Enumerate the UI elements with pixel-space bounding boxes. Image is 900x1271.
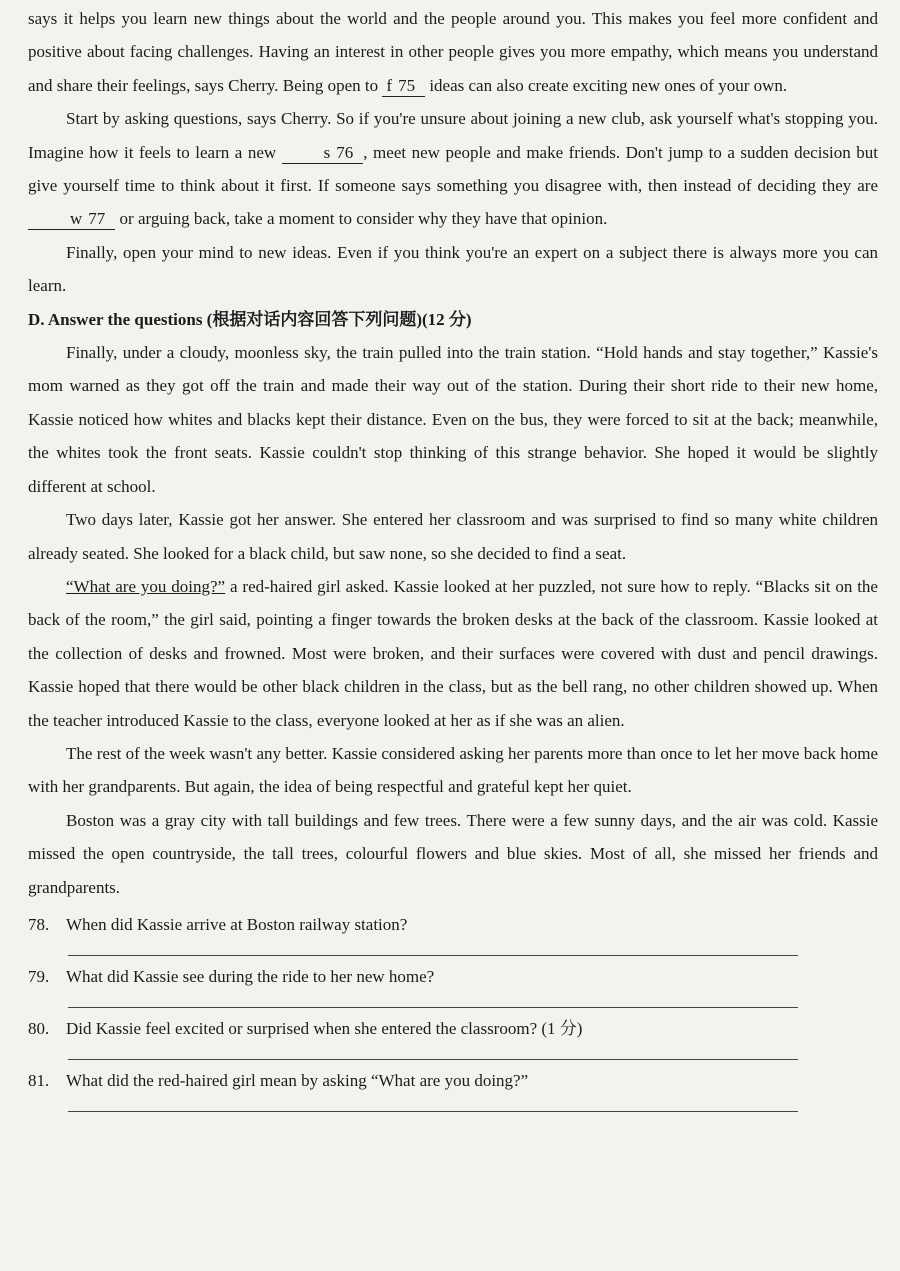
answer-line-81[interactable] bbox=[68, 1110, 798, 1112]
question-80 bbox=[28, 1018, 878, 1060]
question-79 bbox=[28, 966, 878, 1008]
question-text: Did Kassie feel excited or surprised when she entered the classroom? (1 分) bbox=[66, 1018, 583, 1038]
answer-line-78[interactable] bbox=[68, 954, 798, 956]
question-list bbox=[28, 914, 878, 1112]
blank-77[interactable]: w 77 bbox=[28, 209, 115, 230]
question-text: What did the red-haired girl mean by asking “What are you doing?” bbox=[66, 1070, 529, 1090]
answer-line-80[interactable] bbox=[68, 1058, 798, 1060]
paragraph-asking-questions: Start by asking questions, says Cherry. So if you're unsure about joining a new club, ask yourself what's stopping you. Imagine how it feels to learn a new s 76 , meet new people and make friends. Don't jump to a sudden decision but give yourself time to think about it first. If someone says something you disagree with, then instead of deciding they are w 77 or arguing back, take a moment to consider why they have that opinion. bbox=[28, 109, 878, 229]
story-paragraph-3: “What are you doing?” a red-haired girl asked. Kassie looked at her puzzled, not sure how to reply. “Blacks sit on the back of the room,” the girl said, pointing a finger towards the broken desks at the back of the classroom. Kassie looked at the collection of desks and frowned. Most were broken, and their surfaces were covered with dust and pencil drawings. Kassie hoped that there would be other black children in the class, but as the bell rang, no other children showed up. When the teacher introduced Kassie to the class, everyone looked at her as if she was an alien. bbox=[28, 576, 878, 730]
question-number: 79. bbox=[28, 966, 50, 986]
question-78 bbox=[28, 914, 878, 956]
question-81 bbox=[28, 1070, 878, 1112]
paragraph-open-minded: says it helps you learn new things about the world and the people around you. This makes you feel more confident and positive about facing challenges. Having an interest in other people gives you more empathy, which means you understand and share their feelings, says Cherry. Being open to f 75 ideas can also create exciting new ones of your own. bbox=[28, 9, 878, 95]
blank-75[interactable]: f 75 bbox=[382, 76, 425, 97]
story-paragraph-5: Boston was a gray city with tall buildings and few trees. There were a few sunny days, and the air was cold. Kassie missed the open countryside, the tall trees, colourful flowers and blue skies. Most of all, she missed her friends and grandparents. bbox=[28, 810, 878, 897]
story-paragraph-2: Two days later, Kassie got her answer. She entered her classroom and was surprised to find so many white children already seated. She looked for a black child, but saw none, so she decided to find a seat. bbox=[28, 510, 878, 563]
question-number: 78. bbox=[28, 914, 50, 934]
question-number: 80. bbox=[28, 1018, 50, 1038]
blank-76[interactable]: s 76 bbox=[282, 143, 364, 164]
story-paragraph-1: Finally, under a cloudy, moonless sky, the train pulled into the train station. “Hold hands and stay together,” Kassie's mom warned as they got off the train and made their way out of the station. During their short ride to their new home, Kassie noticed how whites and blacks kept their distance. Even on the bus, they were forced to sit at the back; meanwhile, the whites took the front seats. Kassie couldn't stop thinking of this strange behavior. She hoped it would be slightly different at school. bbox=[28, 343, 878, 496]
question-text: What did Kassie see during the ride to her new home? bbox=[66, 966, 435, 986]
paragraph-new-ideas: Finally, open your mind to new ideas. Even if you think you're an expert on a subject there is always more you can learn. bbox=[28, 242, 878, 296]
answer-line-79[interactable] bbox=[68, 1006, 798, 1008]
underlined-quote: “What are you doing?” bbox=[66, 576, 226, 596]
question-number: 81. bbox=[28, 1070, 50, 1090]
story-paragraph-4: The rest of the week wasn't any better. Kassie considered asking her parents more than once to let her move back home with her grandparents. But again, the idea of being respectful and grateful kept her quiet. bbox=[28, 743, 878, 797]
section-d-heading: D. Answer the questions (根据对话内容回答下列问题)(12 分) bbox=[28, 309, 472, 329]
question-text: When did Kassie arrive at Boston railway station? bbox=[66, 914, 408, 934]
